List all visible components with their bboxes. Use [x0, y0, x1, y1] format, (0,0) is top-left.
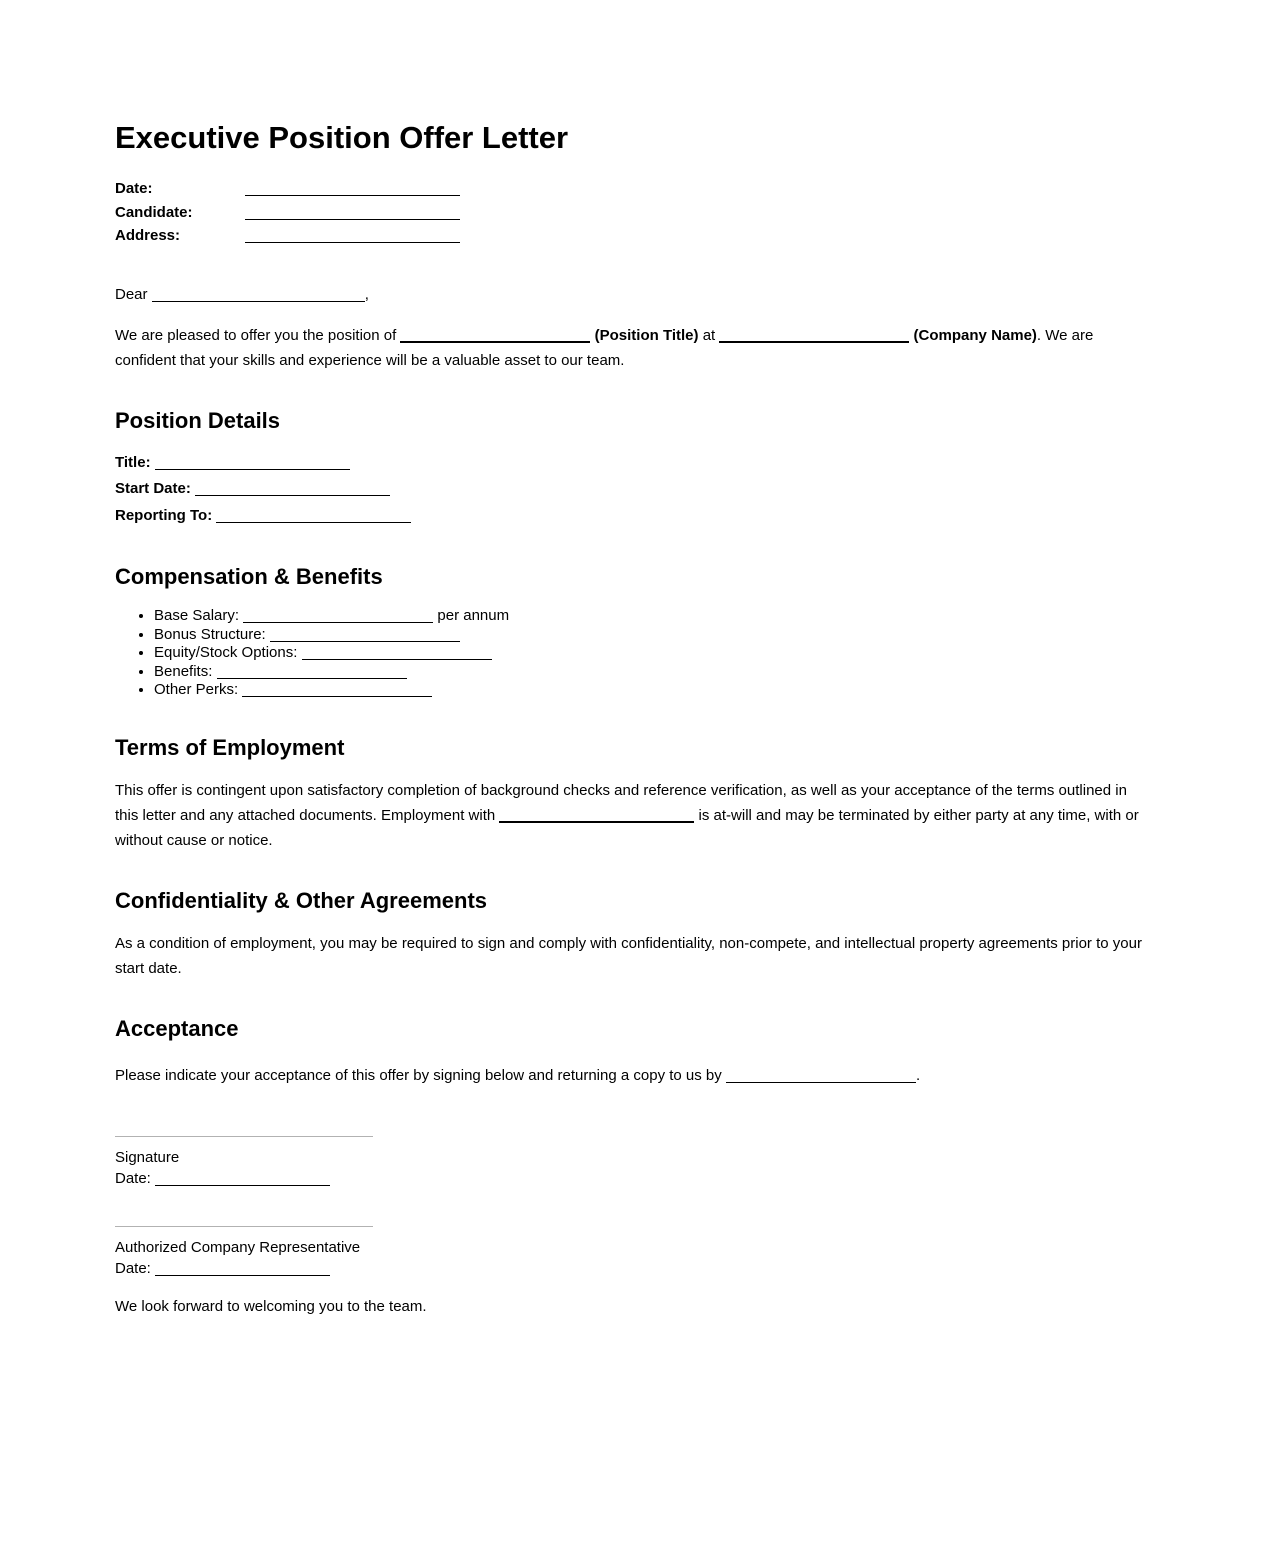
company-signature-divider-line: [115, 1226, 373, 1227]
company-date-label: Date:: [115, 1260, 156, 1277]
date-field-row: [115, 180, 1148, 204]
intro-part1: We are pleased to offer you the position of: [115, 326, 401, 344]
intro-at: at: [698, 326, 720, 344]
date-blank-line: [245, 183, 460, 196]
acceptance-paragraph: [115, 1063, 1148, 1088]
candidate-label: Candidate:: [115, 203, 193, 221]
acceptance-part2: .: [915, 1066, 921, 1084]
company-name-label: (Company Name): [909, 326, 1037, 344]
list-item-bonus-structure: [154, 626, 1148, 645]
start-date-row: [115, 476, 1148, 503]
equity-stock-options-label: Equity/Stock Options:: [154, 644, 302, 661]
candidate-signature-block: [115, 1136, 1148, 1190]
employer-blank-line: [499, 810, 694, 823]
base-salary-label: Base Salary:: [154, 607, 244, 624]
reporting-to-label: Reporting To:: [115, 506, 217, 524]
candidate-signature-divider-line: [115, 1136, 373, 1137]
acceptance-heading: Acceptance: [115, 1015, 239, 1041]
company-name-blank-line: [719, 330, 909, 343]
terms-heading: Terms of Employment: [115, 734, 345, 760]
candidate-field-row: [115, 204, 1148, 228]
candidate-date-label: Date:: [115, 1170, 156, 1187]
list-item-benefits: [154, 663, 1148, 682]
date-label: Date:: [115, 180, 153, 197]
list-item-other-perks: [154, 681, 1148, 700]
candidate-date-line: [115, 1168, 1148, 1190]
bonus-structure-blank-line: [270, 629, 460, 642]
compensation-list: [115, 607, 1148, 700]
address-blank-line: [245, 230, 460, 243]
equity-stock-options-blank-line: [302, 647, 492, 660]
other-perks-blank-line: [242, 684, 432, 697]
base-salary-blank-line: [243, 610, 433, 623]
title-blank-line: [155, 457, 350, 470]
company-date-blank-line: [155, 1263, 330, 1276]
closing-line: We look forward to welcoming you to the team.: [115, 1297, 427, 1315]
salutation-suffix: ,: [364, 285, 369, 303]
bonus-structure-label: Bonus Structure:: [154, 625, 270, 643]
company-date-line: [115, 1258, 1148, 1280]
address-label: Address:: [115, 227, 181, 244]
start-date-label: Start Date:: [115, 480, 196, 497]
position-title-blank-line: [400, 330, 590, 343]
title-row: [115, 450, 1148, 477]
signature-caption: Signature: [115, 1148, 180, 1166]
reporting-to-row: [115, 503, 1148, 530]
terms-part1: This offer is contingent upon satisfactory completion of background checks and reference verification, as well as your acceptance of the terms outlined in this letter and any attached documents. Employment with: [115, 781, 1132, 824]
position-details-heading: Position Details: [115, 407, 281, 433]
salutation-prefix: Dear: [115, 285, 152, 303]
candidate-date-blank-line: [155, 1173, 330, 1186]
title-label: Title:: [115, 453, 155, 471]
header-fields-table: [115, 180, 1148, 251]
benefits-label: Benefits:: [154, 662, 217, 680]
start-date-blank-line: [195, 483, 390, 496]
address-field-row: [115, 227, 1148, 251]
other-perks-label: Other Perks:: [154, 681, 243, 698]
page-title: Executive Position Offer Letter: [115, 120, 569, 155]
candidate-blank-line: [245, 207, 460, 220]
company-signature-text: [115, 1237, 1148, 1280]
intro-paragraph: [115, 323, 1148, 373]
list-item-equity-stock-options: [154, 644, 1148, 663]
candidate-signature-text: [115, 1147, 1148, 1190]
confidentiality-paragraph: As a condition of employment, you may be required to sign and comply with confidentiality, non-compete, and intellectual property agreements prior to your start date.: [115, 934, 1147, 977]
return-date-blank-line: [726, 1070, 916, 1083]
company-representative-caption: Authorized Company Representative: [115, 1238, 361, 1256]
confidentiality-heading: Confidentiality & Other Agreements: [115, 887, 488, 913]
position-title-label: (Position Title): [590, 326, 699, 344]
intro-part2: . We are confident that your skills and experience will be a valuable asset to our team.: [115, 326, 1098, 369]
terms-part2: is at-will and may be terminated by either party at any time, with or without cause or notice.: [115, 806, 1143, 849]
reporting-to-blank-line: [216, 510, 411, 523]
position-details-rows: [115, 450, 1148, 530]
terms-paragraph: [115, 778, 1148, 853]
salutation-line: [115, 282, 1148, 307]
salutation-blank-line: [152, 289, 365, 302]
list-item-base-salary: [154, 607, 1148, 626]
company-signature-block: [115, 1226, 1148, 1280]
acceptance-part1: Please indicate your acceptance of this offer by signing below and returning a copy to us by: [115, 1066, 726, 1084]
base-salary-suffix: per annum: [433, 607, 510, 624]
compensation-heading: Compensation & Benefits: [115, 564, 383, 589]
benefits-blank-line: [217, 666, 407, 679]
